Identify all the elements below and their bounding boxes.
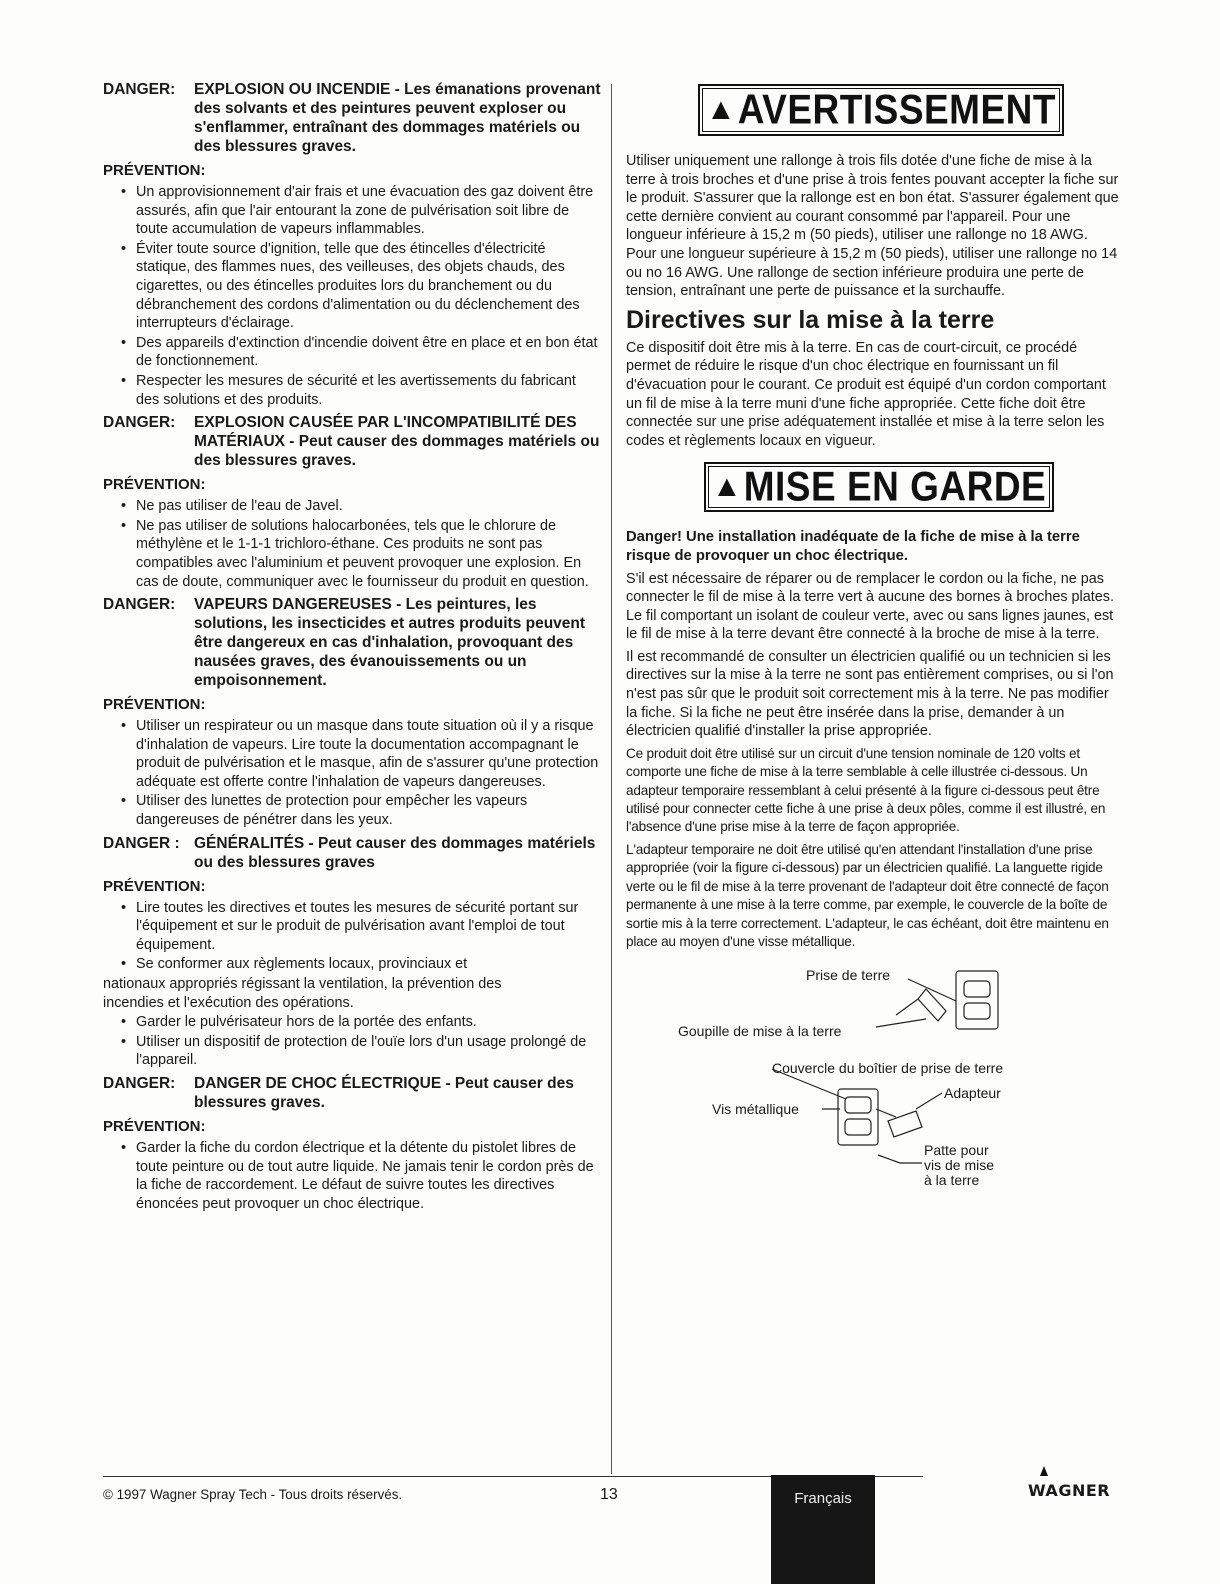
label-patte: Patte pour vis de mise à la terre [924, 1142, 995, 1189]
warning-triangle-icon: ▲ [706, 93, 736, 126]
list-item: • Ne pas utiliser de l'eau de Javel. [103, 497, 601, 516]
list-item: • Ne pas utiliser de solutions halocarbonées, tels que le chlorure de méthylène et le 1-1-1 trichloro-éthane. Ces produits ne sont pas compatibles avec l'aluminium et peuvent provoquer une explosion. En cas de doute, communiquer avec le fournisseur du produit en question. [103, 517, 601, 591]
danger-label: DANGER: [103, 81, 176, 98]
danger-block-vapors [103, 595, 601, 690]
prevention-list-4 [103, 899, 601, 974]
list-item: • Utiliser un dispositif de protection de l'ouïe lors d'un usage prolongé de l'appareil. [103, 1033, 601, 1070]
danger-label: DANGER : [103, 834, 180, 852]
prevention-list-5 [103, 1139, 601, 1213]
grounding-figure [626, 959, 1120, 1199]
grounding-diagram [626, 959, 1120, 1199]
circuit-paragraph: Ce produit doit être utilisé sur un circuit d'une tension nominale de 120 volts et comporte une fiche de mise à la terre semblable à celle illustrée ci-dessous. Un adapteur temporaire ressemblant à celui présenté à la figure ci-dessous peut être utilisé pour connecter cette fiche à une prise à deux pôles, comme il est illustré, en l'absence d'une prise mise à la terre de façon appropriée. [626, 745, 1106, 835]
label-vis-metallique: Vis métallique [712, 1101, 799, 1118]
list-item: • Des appareils d'extinction d'incendie doivent être en place et en bon état de fonctionnement. [103, 334, 601, 371]
danger-label: DANGER: [103, 1075, 176, 1092]
danger-block-electric [103, 1074, 601, 1112]
danger-label: DANGER: [103, 414, 176, 432]
label-couvercle: Couvercle du boîtier de prise de terre [772, 1060, 1004, 1077]
warning-triangle-icon: ▲ [712, 470, 742, 504]
electrician-paragraph: Il est recommandé de consulter un électricien qualifié ou un technicien si les directives sur la mise à la terre ne sont pas entièrement comprises, ou si l'on n'est pas sûr que le produit soit correctement mis à la terre. Ne pas modifier la fiche. Si la fiche ne peut être insérée dans la prise, demander à un électricien qualifié d'installer la prise appropriée. [626, 648, 1114, 740]
list-item: • Utiliser des lunettes de protection pour empêcher les vapeurs dangereuses de pénétrer dans les yeux. [103, 792, 601, 829]
caution-banner [704, 462, 1054, 512]
label-goupille: Goupille de mise à la terre [678, 1023, 842, 1040]
prevention-list-3 [103, 717, 601, 830]
banner-title: MISE EN GARDE [743, 463, 1047, 510]
prevention-list-2 [103, 497, 601, 591]
list-item: • Utiliser un respirateur ou un masque dans toute situation où il y a risque d'inhalation de vapeurs. Lire toute la documentation accompagnant le produit de pulvérisation et le masque, afin de s'assurer qu'une protection adéquate est offerte contre l'inhalation de vapeurs dangereuses. [103, 717, 601, 791]
outlet-plate-shape [956, 971, 998, 1029]
danger-block-incompatibility [103, 413, 601, 470]
label-adapteur: Adapteur [944, 1085, 1001, 1102]
list-item: • Éviter toute source d'ignition, telle que des étincelles d'électricité statique, des flammes nues, des veilleuses, des objets chauds, des cigarettes, ou des étincelles produites lors du branchement ou du débranchement des cordons d'alimentation ou du déclenchement des interrupteurs d'éclairage. [103, 240, 601, 333]
language-label: Français [794, 1490, 852, 1507]
list-item: • Respecter les mesures de sécurité et les avertissements du fabricant des solutions et des produits. [103, 372, 601, 409]
column-divider [611, 84, 612, 1474]
adapter-paragraph: L'adapteur temporaire ne doit être utilisé qu'en attendant l'installation d'une prise appropriée (voir la figure ci-dessous) par un électricien qualifié. La languette rigide verte ou le fil de mise à la terre provenant de l'adapteur doit être connecté de façon permanente à une mise à la terre comme, par exemple, le couvercle de la boîte de sortie mis à la terre correctement. L'adapteur, le cas échéant, doit être maintenu en place au moyen d'une visse métallique. [626, 841, 1109, 949]
list-item-continuation: nationaux appropriés régissant la ventilation, la prévention des incendies et l'exécution des opérations. [103, 976, 502, 1011]
list-item: • Lire toutes les directives et toutes les mesures de sécurité portant sur l'équipement et sur le produit de pulvérisation avant l'emploi de tout équipement. [103, 899, 601, 955]
danger-bold-heading: Danger! Une installation inadéquate de la fiche de mise à la terre risque de provoquer un choc électrique. [626, 529, 1080, 564]
list-item: • Se conformer aux règlements locaux, provinciaux et [103, 955, 601, 974]
prevention-heading: PRÉVENTION: [103, 696, 206, 714]
prevention-list-4b [103, 1013, 601, 1070]
left-column [103, 80, 601, 1217]
grounding-paragraph: Ce dispositif doit être mis à la terre. En cas de court-circuit, ce procédé permet de réduire le risque d'un choc électrique en fournissant un fil d'évacuation pour le courant. Ce produit est équipé d'un cordon comportant un fil de mise à la terre muni d'une fiche appropriée. Cette fiche doit être connectée sur une prise adéquatement installée et mise à la terre selon les codes et règlements locaux en vigueur. [626, 339, 1106, 449]
section-heading: Directives sur la mise à la terre [626, 305, 995, 334]
danger-block-general [103, 834, 601, 872]
list-item: • Garder la fiche du cordon électrique et la détente du pistolet libres de toute peinture ou de tout autre liquide. Ne jamais tenir le cordon près de la fiche de raccordement. Le défaut de suivre toutes les directives énoncées peut provoquer un choc électrique. [103, 1139, 601, 1213]
danger-label: DANGER: [103, 596, 176, 614]
prevention-heading: PRÉVENTION: [103, 476, 206, 494]
adapter-shape [888, 1111, 922, 1137]
right-column [626, 84, 1120, 1199]
prevention-heading: PRÉVENTION: [103, 877, 206, 895]
list-item: • Un approvisionnement d'air frais et une évacuation des gaz doivent être assurés, afin que l'air entourant la zone de pulvérisation soit libre de toute accumulation de vapeurs inflammables. [103, 183, 601, 239]
extension-cord-paragraph: Utiliser uniquement une rallonge à trois fils dotée d'une fiche de mise à la terre à trois broches et d'une prise à trois fentes pouvant accepter la fiche sur le produit. S'assurer que la rallonge est en bon état. S'assurer également que cette dernière convient au courant consommé par l'appareil. Pour une longueur inférieure à 15,2 m (50 pieds), utiliser une rallonge no 18 AWG. Pour une longueur supérieure à 15,2 m (50 pieds), utiliser une rallonge no 14 ou no 16 AWG. Une rallonge de section inférieure produira une perte de tension, entraînant une perte de puissance et la surchauffe. [626, 153, 1119, 300]
page-number: 13 [600, 1486, 618, 1503]
copyright: © 1997 Wagner Spray Tech - Tous droits réservés. [103, 1487, 403, 1502]
banner-title: AVERTISSEMENT [737, 86, 1056, 133]
brand-mark-icon [1040, 1466, 1048, 1476]
danger-text: EXPLOSION OU INCENDIE - Les émanations provenant des solvants et des peintures peuvent exploser ou s'enflammer, entraînant des dommages matériels ou des blessures graves. [194, 81, 601, 155]
language-tab [771, 1475, 875, 1584]
list-item: • Garder le pulvérisateur hors de la portée des enfants. [103, 1013, 601, 1032]
prevention-heading: PRÉVENTION: [103, 1118, 206, 1135]
repair-paragraph: S'il est nécessaire de réparer ou de remplacer le cordon ou la fiche, ne pas connecter le fil de mise à la terre vert à aucune des bornes à broches plates. Le fil comportant un isolant de couleur verte, avec ou sans lignes jaunes, est le fil de mise à la terre devant être connecté à la broche de mise à la terre. [626, 570, 1114, 643]
prevention-list-1 [103, 183, 601, 409]
warning-banner [698, 84, 1064, 136]
danger-block-explosion [103, 80, 601, 156]
brand-logo: WAGNER [1028, 1481, 1111, 1500]
danger-text: DANGER DE CHOC ÉLECTRIQUE - Peut causer des blessures graves. [194, 1075, 574, 1111]
danger-text: VAPEURS DANGEREUSES - Les peintures, les solutions, les insecticides et autres produits peuvent être dangereux en cas d'inhalation, provoquant des nausées graves, des évanouissements ou un empoisonnement. [194, 596, 586, 690]
danger-text: GÉNÉRALITÉS - Peut causer des dommages matériels ou des blessures graves [194, 834, 596, 871]
plug-shape [918, 989, 946, 1021]
label-prise-de-terre: Prise de terre [806, 967, 891, 984]
prevention-heading: PRÉVENTION: [103, 162, 206, 179]
danger-text: EXPLOSION CAUSÉE PAR L'INCOMPATIBILITÉ DES MATÉRIAUX - Peut causer des dommages matériels ou des blessures graves. [194, 414, 600, 470]
